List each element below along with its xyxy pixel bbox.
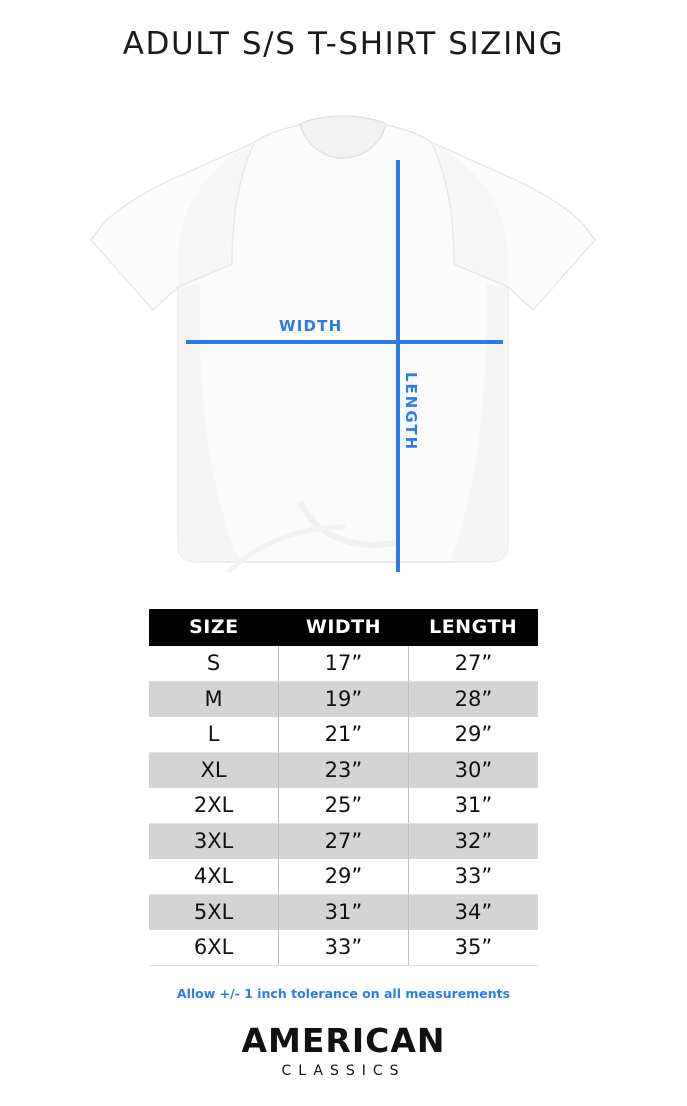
cell-size: 4XL (149, 859, 279, 895)
cell-length: 34” (408, 895, 538, 931)
cell-width: 29” (279, 859, 409, 895)
table-header-width: WIDTH (279, 609, 409, 646)
tshirt-diagram (0, 72, 687, 572)
cell-width: 21” (279, 717, 409, 753)
cell-width: 27” (279, 824, 409, 860)
table-row (149, 788, 538, 824)
cell-length: 27” (408, 646, 538, 682)
cell-size: 6XL (149, 930, 279, 966)
cell-length: 35” (408, 930, 538, 966)
page-title: ADULT S/S T-SHIRT SIZING (122, 26, 565, 62)
table-row (149, 717, 538, 753)
table-row (149, 682, 538, 718)
cell-size: M (149, 682, 279, 718)
cell-width: 25” (279, 788, 409, 824)
cell-size: 2XL (149, 788, 279, 824)
cell-width: 19” (279, 682, 409, 718)
table-header-size: SIZE (149, 609, 279, 646)
cell-size: L (149, 717, 279, 753)
brand-name: AMERICAN (241, 1021, 446, 1060)
cell-length: 33” (408, 859, 538, 895)
tolerance-note: Allow +/- 1 inch tolerance on all measurements (176, 986, 511, 1001)
table-row (149, 895, 538, 931)
brand-logo (0, 1021, 687, 1079)
table-row (149, 859, 538, 895)
table-row (149, 753, 538, 789)
cell-size: 3XL (149, 824, 279, 860)
brand-tagline: CLASSICS (281, 1063, 406, 1079)
cell-width: 17” (279, 646, 409, 682)
length-label: LENGTH (402, 372, 420, 452)
cell-length: 28” (408, 682, 538, 718)
table-header-length: LENGTH (408, 609, 538, 646)
cell-length: 31” (408, 788, 538, 824)
cell-width: 31” (279, 895, 409, 931)
size-chart-table (149, 609, 538, 966)
cell-size: S (149, 646, 279, 682)
width-label: WIDTH (279, 317, 343, 335)
cell-size: 5XL (149, 895, 279, 931)
table-row (149, 930, 538, 966)
cell-length: 32” (408, 824, 538, 860)
table-row (149, 646, 538, 682)
cell-width: 23” (279, 753, 409, 789)
table-header-row (149, 609, 538, 646)
cell-width: 33” (279, 930, 409, 966)
cell-length: 29” (408, 717, 538, 753)
cell-length: 30” (408, 753, 538, 789)
cell-size: XL (149, 753, 279, 789)
table-row (149, 824, 538, 860)
tshirt-illustration (0, 72, 687, 572)
